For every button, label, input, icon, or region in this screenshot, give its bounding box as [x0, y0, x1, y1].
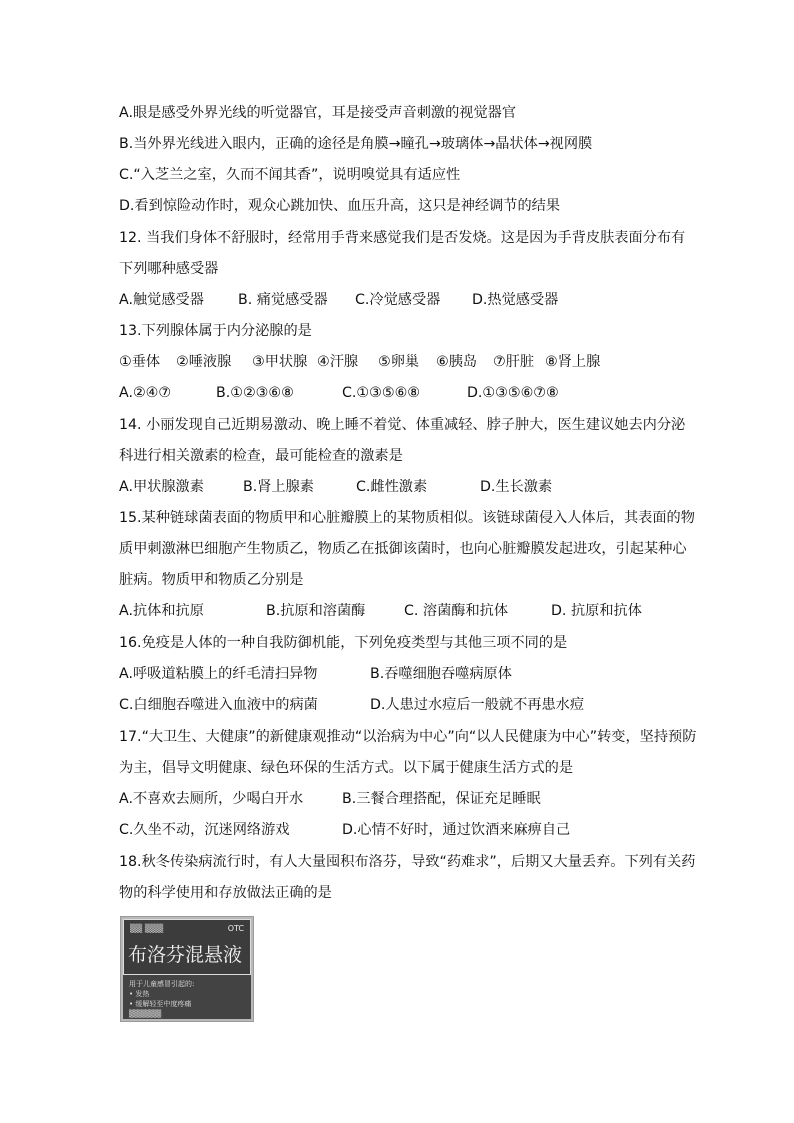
q16-option-a: A.呼吸道粘膜上的纤毛清扫异物 [119, 666, 318, 682]
q16-option-c: C.白细胞吞噬进入血液中的病菌 [119, 697, 318, 713]
q12-stem-line1: 12. 当我们身体不舒服时，经常用手背来感觉我们是否发烧。这是因为手背皮肤表面分布有 [119, 230, 686, 246]
q13-item: ③甲状腺 [252, 354, 308, 370]
q13-option-c: C.①③⑤⑥⑧ [342, 385, 421, 401]
q13-item: ⑤卵巢 [378, 354, 420, 370]
q14-stem-line2: 科进行相关激素的检查，最可能检查的激素是 [119, 448, 403, 464]
q15-stem-line2: 质甲刺激淋巴细胞产生物质乙，物质乙在抵御该菌时，也向心脏瓣膜发起进攻，引起某种心 [119, 541, 687, 557]
medicine-info-line: 用于儿童感冒引起的: [129, 980, 195, 988]
q14-option-b: B.肾上腺素 [243, 479, 314, 495]
q12-option-d: D.热觉感受器 [472, 292, 559, 308]
q15-option-c: C. 溶菌酶和抗体 [404, 603, 509, 619]
medicine-info-line: ▒▒▒▒▒▒ [129, 1010, 162, 1018]
q15-stem-line1: 15.某种链球菌表面的物质甲和心脏瓣膜上的某物质相似。该链球菌侵入人体后，其表面的物 [119, 510, 695, 526]
q13-item: ⑦肝脏 [493, 354, 535, 370]
q17-stem-line2: 为主，倡导文明健康、绿色环保的生活方式。以下属于健康生活方式的是 [119, 760, 574, 776]
q18-stem-line1: 18.秋冬传染病流行时，有人大量囤积布洛芬，导致“药难求”，后期又大量丢弃。下列有关药 [119, 854, 696, 870]
medicine-info-line: • 缓解轻至中度疼痛 [129, 1000, 192, 1008]
q12-option-a: A.触觉感受器 [119, 292, 204, 308]
q13-option-b: B.①②③⑥⑧ [216, 385, 294, 401]
q13-item: ①垂体 [119, 354, 161, 370]
medicine-info-line: • 发热 [129, 990, 150, 998]
q17-option-d: D.心情不好时，通过饮酒来麻痹自己 [342, 822, 571, 838]
q13-item: ⑥胰岛 [436, 354, 478, 370]
q13-option-d: D.①③⑤⑥⑦⑧ [467, 385, 559, 401]
q17-option-c: C.久坐不动，沉迷网络游戏 [119, 822, 290, 838]
q14-option-c: C.雌性激素 [356, 479, 428, 495]
q11-option-d: D.看到惊险动作时，观众心跳加快、血压升高，这只是神经调节的结果 [119, 198, 561, 214]
q13-item: ②唾液腺 [176, 354, 232, 370]
otc-mark: OTC [227, 924, 244, 933]
q16-option-d: D.人患过水痘后一般就不再患水痘 [370, 697, 585, 713]
medicine-label-band [123, 919, 251, 975]
q12-option-c: C.冷觉感受器 [355, 292, 441, 308]
q15-option-a: A.抗体和抗原 [119, 603, 204, 619]
q17-stem-line1: 17.“大卫生、大健康”的新健康观推动“以治病为中心”向“以人民健康为中心”转变，坚持预防 [119, 729, 697, 745]
q15-option-b: B.抗原和溶菌酶 [266, 603, 366, 619]
medicine-name: 布洛芬混悬液 [128, 944, 243, 966]
q13-item: ⑧肾上腺 [545, 354, 601, 370]
medicine-box-image [120, 916, 254, 1022]
q11-option-a: A.眼是感受外界光线的听觉器官，耳是接受声音刺激的视觉器官 [119, 105, 517, 121]
q13-stem: 13.下列腺体属于内分泌腺的是 [119, 323, 312, 339]
q11-option-c: C.“入芝兰之室，久而不闻其香”，说明嗅觉具有适应性 [119, 167, 461, 183]
q12-stem-line2: 下列哪种感受器 [119, 261, 219, 277]
q12-option-b: B. 痛觉感受器 [238, 292, 328, 308]
q14-option-a: A.甲状腺激素 [119, 479, 204, 495]
q16-stem: 16.免疫是人体的一种自我防御机能，下列免疫类型与其他三项不同的是 [119, 635, 568, 651]
q14-stem-line1: 14. 小丽发现自己近期易激动、晚上睡不着觉、体重减轻、脖子肿大，医生建议她去内分泌 [119, 417, 686, 433]
q16-option-b: B.吞噬细胞吞噬病原体 [370, 666, 512, 682]
q15-option-d: D. 抗原和抗体 [551, 603, 642, 619]
q14-option-d: D.生长激素 [480, 479, 553, 495]
q13-item: ④汗腺 [317, 354, 359, 370]
medicine-brand-text: ▒▒ ▒▒▒ [130, 924, 164, 933]
q17-option-b: B.三餐合理搭配，保证充足睡眠 [342, 791, 541, 807]
q11-option-b: B.当外界光线进入眼内，正确的途径是角膜→瞳孔→玻璃体→晶状体→视网膜 [119, 136, 593, 152]
q13-option-a: A.②④⑦ [119, 385, 172, 401]
q15-stem-line3: 脏病。物质甲和物质乙分别是 [119, 572, 304, 588]
q18-stem-line2: 物的科学使用和存放做法正确的是 [119, 885, 332, 901]
q17-option-a: A.不喜欢去厕所，少喝白开水 [119, 791, 304, 807]
